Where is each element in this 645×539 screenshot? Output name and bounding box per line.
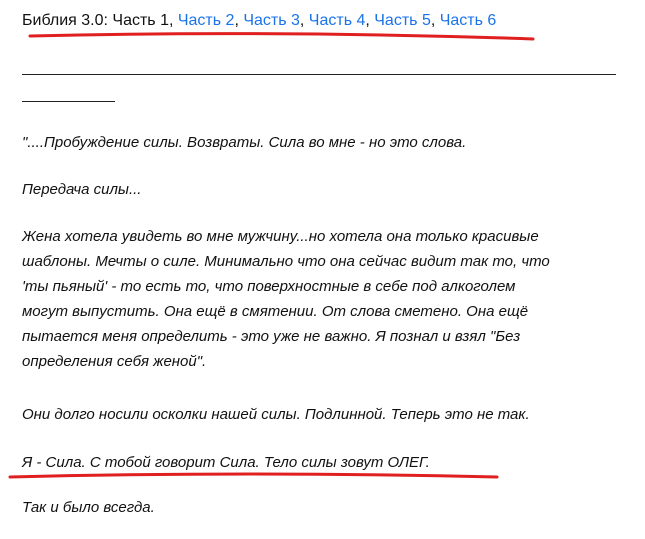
current-part-label: Библия 3.0: Часть 1 — [22, 12, 169, 29]
paragraph-3-line: Жена хотела увидеть во мне мужчину...но хотела она только красивые — [22, 228, 539, 245]
part-6-link[interactable]: Часть 6 — [439, 12, 497, 29]
paragraph-3-line: 'ты пьяный' - то есть то, что поверхностные в себе под алкоголем — [22, 278, 516, 295]
paragraph-3-line: определения себя женой". — [22, 353, 207, 370]
paragraph-4: Они долго носили осколки нашей силы. Подлинной. Теперь это не так. — [22, 406, 530, 423]
part-3-link[interactable]: Часть 3 — [243, 12, 300, 29]
paragraph-6: Так и было всегда. — [22, 499, 155, 516]
paragraph-3-line: могут выпустить. Она ещё в смятении. От слова сметено. Она ещё — [22, 303, 529, 320]
horizontal-divider — [22, 74, 616, 75]
paragraph-3 — [22, 224, 622, 374]
red-underline-mark-top — [28, 30, 536, 42]
paragraph-3-line: шаблоны. Мечты о силе. Минимально что она сейчас видит так то, что — [22, 253, 550, 270]
parts-navigation: Библия 3.0: Часть 1, Часть 2, Часть 3, Часть 4, Часть 5, Часть 6 — [22, 12, 497, 29]
part-5-link[interactable]: Часть 5 — [374, 12, 431, 29]
paragraph-2: Передача силы... — [22, 181, 142, 198]
part-4-link[interactable]: Часть 4 — [308, 12, 366, 29]
paragraph-1: "....Пробуждение силы. Возвраты. Сила во мне - но это слова. — [22, 134, 467, 151]
paragraph-5: Я - Сила. С тобой говорит Сила. Тело силы зовут ОЛЕГ. — [22, 454, 430, 471]
short-divider — [22, 101, 115, 102]
part-2-link[interactable]: Часть 2 — [177, 12, 235, 29]
red-underline-mark-bottom — [8, 470, 500, 482]
paragraph-3-line: пытается меня определить - это уже не важно. Я познал и взял "Без — [22, 328, 521, 345]
